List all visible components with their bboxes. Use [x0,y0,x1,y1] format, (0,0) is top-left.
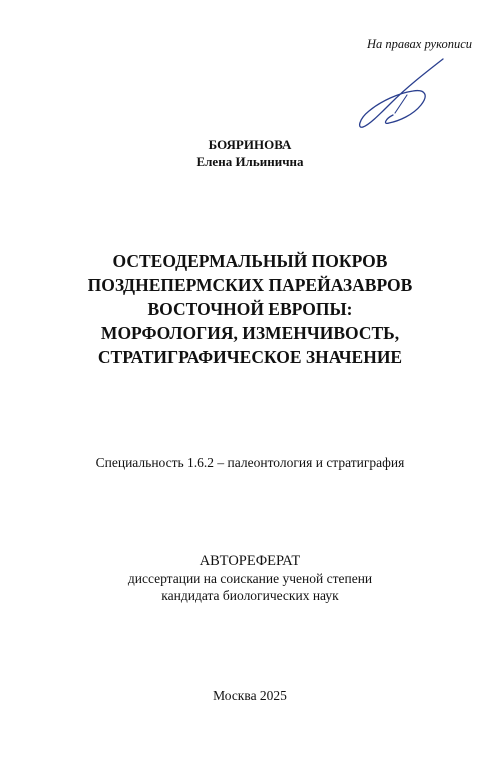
abstract-block [0,553,500,604]
title-line: МОРФОЛОГИЯ, ИЗМЕНЧИВОСТЬ, [100,323,400,343]
title-line: ВОСТОЧНОЙ ЕВРОПЫ: [147,299,353,319]
manuscript-note: На правах рукописи [367,37,472,51]
title-line: ПОЗДНЕПЕРМСКИХ ПАРЕЙАЗАВРОВ [87,275,413,295]
author-block [0,136,500,170]
handwritten-signature [355,55,450,130]
specialty-line: Специальность 1.6.2 – палеонтология и стратиграфия [95,455,405,470]
author-surname: БОЯРИНОВА [208,137,292,152]
dissertation-title [0,249,500,369]
abstract-line-1: диссертации на соискание ученой степени [127,571,373,586]
title-line: СТРАТИГРАФИЧЕСКОЕ ЗНАЧЕНИЕ [97,347,403,367]
title-line: ОСТЕОДЕРМАЛЬНЫЙ ПОКРОВ [112,251,388,271]
city-year: Москва 2025 [213,688,287,703]
author-name: Елена Ильинична [196,154,304,169]
abstract-line-2: кандидата биологических наук [161,588,339,603]
abstract-heading: АВТОРЕФЕРАТ [199,553,301,569]
